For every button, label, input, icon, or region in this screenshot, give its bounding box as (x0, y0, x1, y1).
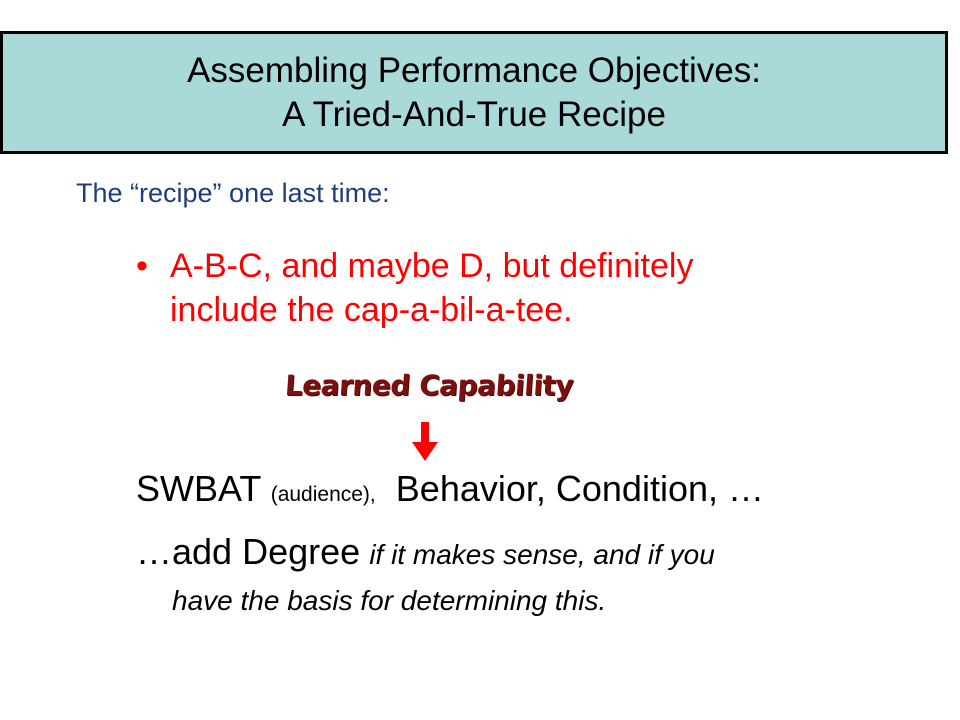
bullet-line-2: include the cap-a-bil-a-tee. (170, 291, 573, 329)
formula-rest: Behavior, Condition, … (395, 468, 764, 509)
slide-title-line-1: Assembling Performance Objectives: (187, 50, 761, 90)
degree-note (136, 530, 856, 623)
formula-line (136, 468, 764, 510)
degree-lead: …add Degree (136, 531, 361, 572)
intro-text: The “recipe” one last time: (76, 178, 390, 208)
down-arrow-icon (412, 422, 438, 462)
degree-italic-1: if it makes sense, and if you (369, 539, 715, 570)
audience-text: (audience), (270, 483, 376, 506)
learned-capability-label: Learned Capability (283, 369, 575, 402)
degree-italic-2: have the basis for determining this. (172, 585, 607, 616)
bullet-marker: • (136, 247, 148, 285)
bullet-text (170, 244, 836, 332)
bullet-item (136, 244, 836, 332)
slide-title-line-2: A Tried-And-True Recipe (282, 94, 666, 134)
swbat-text: SWBAT (136, 468, 261, 509)
bullet-line-1: A-B-C, and maybe D, but definitely (170, 247, 694, 285)
title-box (0, 31, 948, 154)
